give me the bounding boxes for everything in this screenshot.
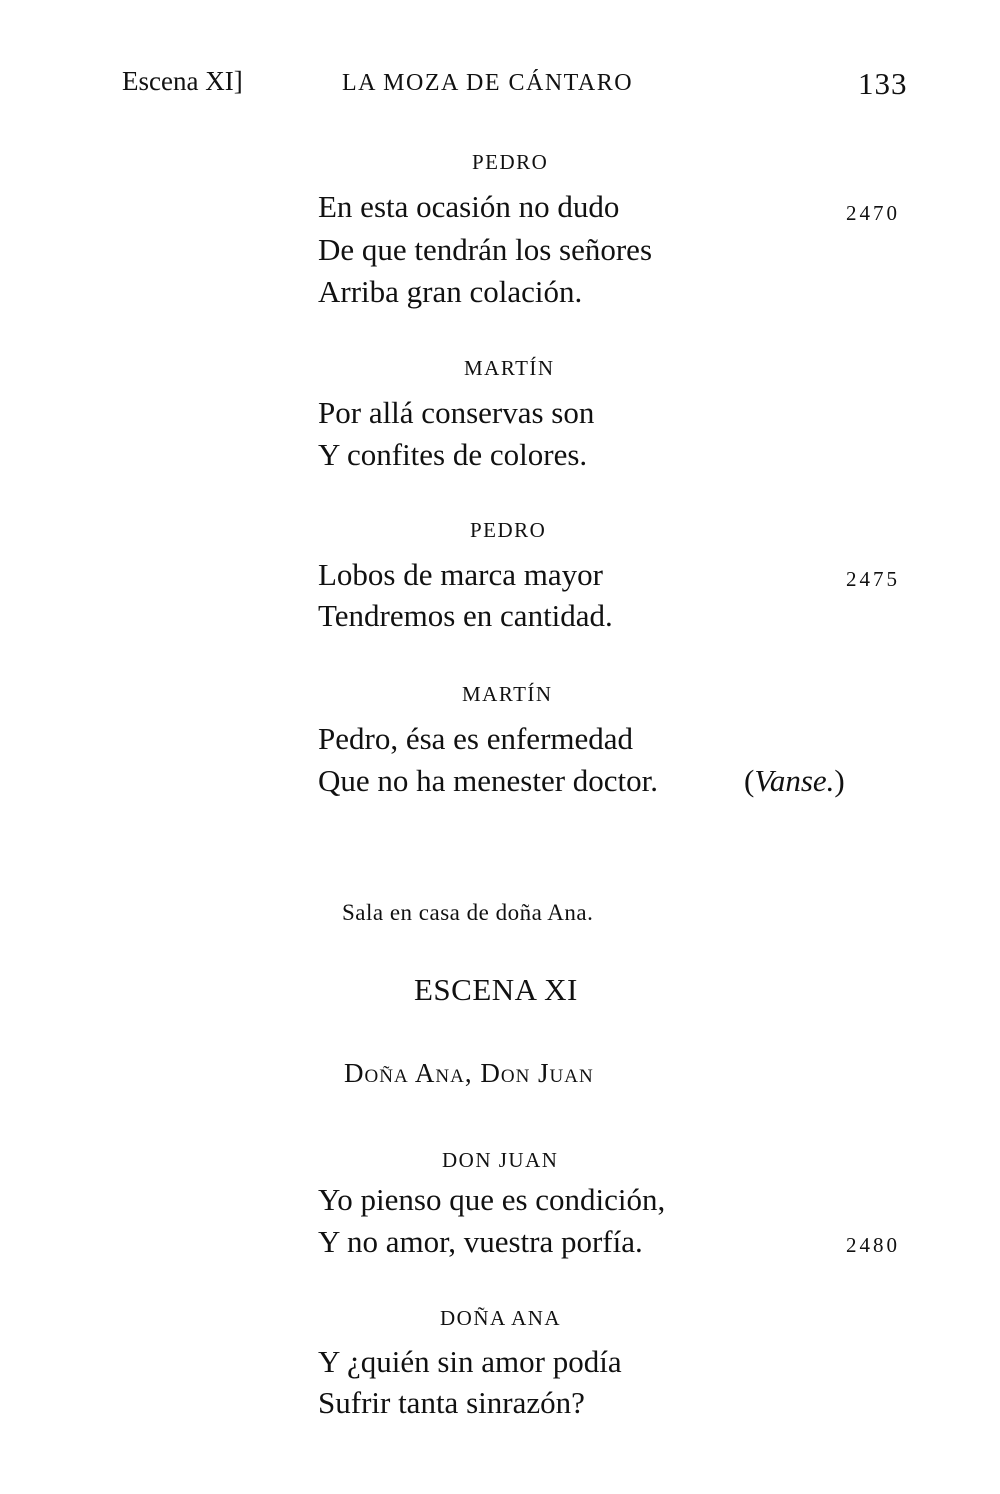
verse-line: Yo pienso que es condición, bbox=[318, 1182, 666, 1217]
speaker-name: DOÑA ANA bbox=[440, 1306, 562, 1330]
verse-line: Que no ha menester doctor. bbox=[318, 763, 659, 798]
speaker-name: MARTÍN bbox=[462, 682, 553, 706]
scene-heading: ESCENA XI bbox=[414, 972, 578, 1007]
speaker-name: PEDRO bbox=[470, 518, 547, 542]
line-number: 2470 bbox=[846, 201, 900, 225]
speaker-name: PEDRO bbox=[472, 150, 549, 174]
verse-line: Sufrir tanta sinrazón? bbox=[318, 1385, 585, 1420]
verse-line: Arriba gran colación. bbox=[318, 274, 583, 309]
scene-location: Sala en casa de doña Ana. bbox=[342, 900, 594, 925]
verse-line: En esta ocasión no dudo bbox=[318, 189, 620, 224]
verse-line: De que tendrán los señores bbox=[318, 232, 653, 267]
verse-line: Por allá conservas son bbox=[318, 395, 595, 430]
speaker-name: MARTÍN bbox=[464, 356, 555, 380]
speaker-name: DON JUAN bbox=[442, 1148, 559, 1172]
verse-line: Pedro, ésa es enfermedad bbox=[318, 721, 634, 756]
line-number: 2480 bbox=[846, 1233, 900, 1257]
verse-line: Tendremos en cantidad. bbox=[318, 598, 613, 633]
verse-line: Y confites de colores. bbox=[318, 437, 588, 472]
verse-line: Lobos de marca mayor bbox=[318, 557, 603, 592]
header-scene-ref: Escena XI] bbox=[122, 66, 243, 96]
verse-line: Y no amor, vuestra porfía. bbox=[318, 1224, 643, 1259]
scene-characters: Doña Ana, Don Juan bbox=[344, 1058, 594, 1088]
header-title: LA MOZA DE CÁNTARO bbox=[342, 70, 634, 96]
stage-direction: (Vanse.) bbox=[744, 763, 845, 798]
verse-line: Y ¿quién sin amor podía bbox=[318, 1344, 622, 1379]
page-number: 133 bbox=[858, 66, 908, 101]
line-number: 2475 bbox=[846, 567, 900, 591]
